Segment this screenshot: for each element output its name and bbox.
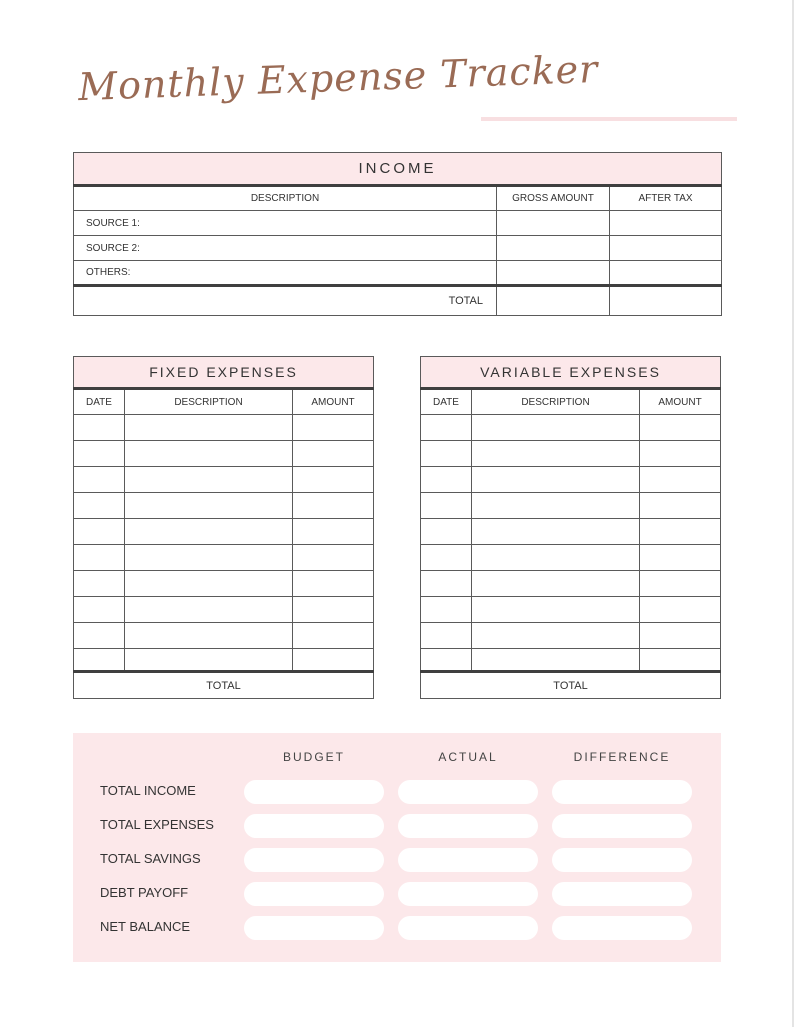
fixed-date-cell[interactable] [74,493,125,519]
income-row-label: OTHERS: [74,261,497,286]
variable-date-cell[interactable] [421,441,472,467]
fixed-total-label: TOTAL [74,672,374,699]
variable-description-cell[interactable] [472,597,640,623]
fixed-date-cell[interactable] [74,467,125,493]
fixed-description-cell[interactable] [125,597,293,623]
variable-description-cell[interactable] [472,545,640,571]
variable-date-cell[interactable] [421,493,472,519]
income-gross-cell[interactable] [497,236,610,261]
variable-amount-cell[interactable] [640,467,721,493]
variable-amount-cell[interactable] [640,571,721,597]
variable-amount-cell[interactable] [640,597,721,623]
fixed-date-cell[interactable] [74,441,125,467]
income-row-label: SOURCE 1: [74,211,497,236]
page-title: Monthly Expense Tracker [77,46,599,110]
variable-date-cell[interactable] [421,571,472,597]
fixed-description-cell[interactable] [125,649,293,672]
variable-description-cell[interactable] [472,493,640,519]
variable-total-label: TOTAL [421,672,721,699]
fixed-amount-cell[interactable] [293,597,374,623]
fixed-date-cell[interactable] [74,597,125,623]
actual-input[interactable] [398,882,538,906]
fixed-col-amount: AMOUNT [293,389,374,415]
variable-date-cell[interactable] [421,623,472,649]
summary-col-difference: DIFFERENCE [573,750,671,764]
summary-col-budget: BUDGET [282,750,345,764]
income-total-label: TOTAL [74,286,497,316]
variable-date-cell[interactable] [421,545,472,571]
fixed-date-cell[interactable] [74,519,125,545]
fixed-date-cell[interactable] [74,623,125,649]
variable-date-cell[interactable] [421,467,472,493]
fixed-amount-cell[interactable] [293,441,374,467]
income-after-tax-cell[interactable] [610,236,722,261]
fixed-col-date: DATE [74,389,125,415]
variable-date-cell[interactable] [421,597,472,623]
variable-amount-cell[interactable] [640,545,721,571]
difference-input[interactable] [552,848,692,872]
variable-col-description: DESCRIPTION [472,389,640,415]
fixed-description-cell[interactable] [125,623,293,649]
actual-input[interactable] [398,916,538,940]
fixed-col-description: DESCRIPTION [125,389,293,415]
actual-input[interactable] [398,814,538,838]
variable-col-amount: AMOUNT [640,389,721,415]
income-col-description: DESCRIPTION [74,186,497,211]
budget-input[interactable] [244,848,384,872]
fixed-description-cell[interactable] [125,519,293,545]
fixed-amount-cell[interactable] [293,415,374,441]
summary-row-label: NET BALANCE [100,919,191,934]
fixed-amount-cell[interactable] [293,649,374,672]
fixed-date-cell[interactable] [74,415,125,441]
variable-description-cell[interactable] [472,441,640,467]
income-header: INCOME [74,153,722,186]
fixed-description-cell[interactable] [125,467,293,493]
fixed-date-cell[interactable] [74,545,125,571]
budget-input[interactable] [244,814,384,838]
summary-row-label: TOTAL SAVINGS [100,851,201,866]
variable-description-cell[interactable] [472,519,640,545]
fixed-amount-cell[interactable] [293,571,374,597]
variable-expenses-table [420,356,721,699]
summary-col-actual: ACTUAL [438,750,498,764]
fixed-amount-cell[interactable] [293,467,374,493]
variable-date-cell[interactable] [421,415,472,441]
income-after-tax-cell[interactable] [610,261,722,286]
variable-amount-cell[interactable] [640,649,721,672]
fixed-description-cell[interactable] [125,415,293,441]
title-underline [481,117,737,121]
fixed-expenses-table [73,356,374,699]
variable-amount-cell[interactable] [640,415,721,441]
variable-description-cell[interactable] [472,571,640,597]
fixed-amount-cell[interactable] [293,519,374,545]
budget-input[interactable] [244,882,384,906]
income-total-gross-cell[interactable] [497,286,610,316]
summary-row-label: DEBT PAYOFF [100,885,189,900]
actual-input[interactable] [398,780,538,804]
variable-amount-cell[interactable] [640,441,721,467]
fixed-description-cell[interactable] [125,571,293,597]
difference-input[interactable] [552,780,692,804]
fixed-expenses-header: FIXED EXPENSES [74,357,374,389]
fixed-date-cell[interactable] [74,649,125,672]
difference-input[interactable] [552,882,692,906]
income-after-tax-cell[interactable] [610,211,722,236]
actual-input[interactable] [398,848,538,872]
budget-input[interactable] [244,916,384,940]
summary-row-label: TOTAL EXPENSES [100,817,214,832]
variable-date-cell[interactable] [421,649,472,672]
fixed-description-cell[interactable] [125,545,293,571]
summary-panel [73,733,721,962]
variable-amount-cell[interactable] [640,519,721,545]
variable-date-cell[interactable] [421,519,472,545]
variable-amount-cell[interactable] [640,623,721,649]
income-row-label: SOURCE 2: [74,236,497,261]
difference-input[interactable] [552,814,692,838]
fixed-amount-cell[interactable] [293,545,374,571]
fixed-date-cell[interactable] [74,571,125,597]
fixed-amount-cell[interactable] [293,493,374,519]
variable-description-cell[interactable] [472,623,640,649]
income-col-after-tax: AFTER TAX [610,186,722,211]
variable-description-cell[interactable] [472,649,640,672]
fixed-description-cell[interactable] [125,493,293,519]
income-total-after-tax-cell[interactable] [610,286,722,316]
fixed-amount-cell[interactable] [293,623,374,649]
income-table [73,152,722,316]
variable-description-cell[interactable] [472,467,640,493]
summary-row-label: TOTAL INCOME [100,783,196,798]
variable-col-date: DATE [421,389,472,415]
income-col-gross-amount: GROSS AMOUNT [497,186,610,211]
variable-expenses-header: VARIABLE EXPENSES [421,357,721,389]
fixed-description-cell[interactable] [125,441,293,467]
variable-amount-cell[interactable] [640,493,721,519]
income-gross-cell[interactable] [497,261,610,286]
income-gross-cell[interactable] [497,211,610,236]
variable-description-cell[interactable] [472,415,640,441]
difference-input[interactable] [552,916,692,940]
budget-input[interactable] [244,780,384,804]
